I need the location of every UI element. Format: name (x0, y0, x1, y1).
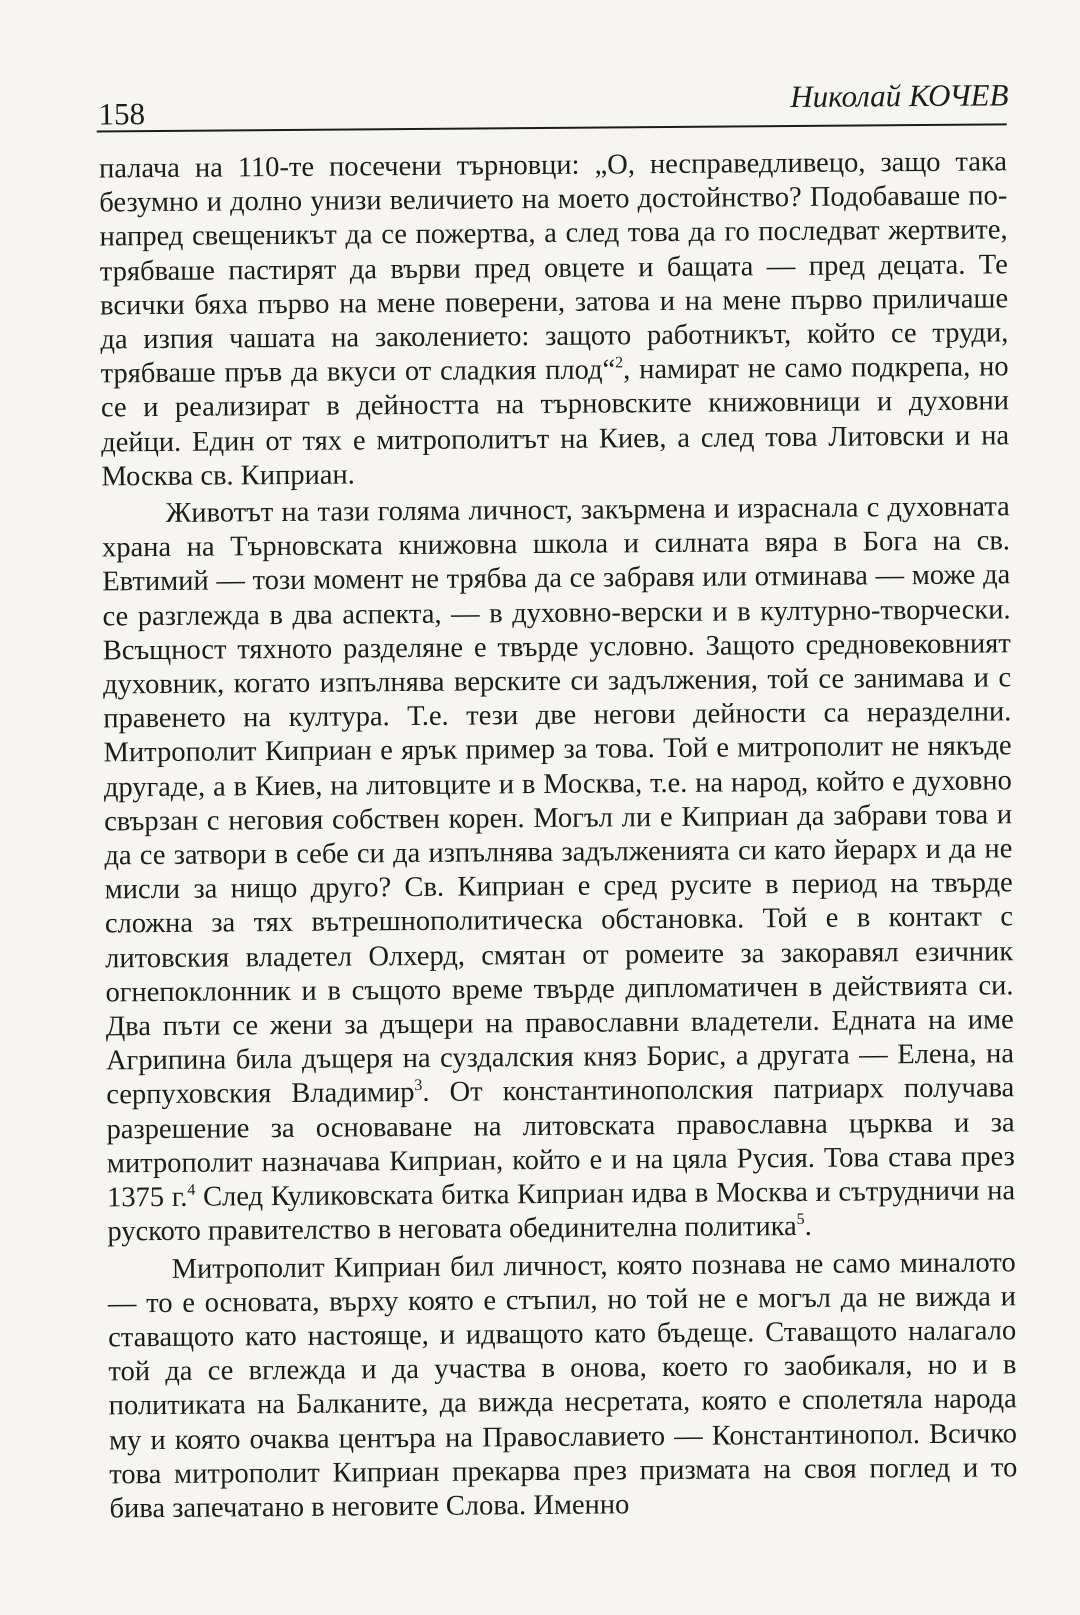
running-head-author: Николай КОЧЕВ (790, 77, 1009, 115)
paragraph (99, 145, 1010, 494)
text-run: . От константинополския патриарх получава разрешение за основаване на литовската православна църква и за митрополит назначава Киприан, който е и на цяла Русия. Това става през 1375 г. (106, 1072, 1015, 1214)
footnote-marker: 3 (414, 1077, 423, 1095)
paragraph (108, 1246, 1018, 1527)
body-text (99, 145, 1018, 1526)
text-run: Животът на тази голяма личност, закърмена и израснала с духовната храна на Търновската книжовна школа и силната вяра в Бога на св. Евтимий — този момент не трябва да се забравя или отминава — може да се разглежда в два аспекта, — в духовно-верски и в културно-творчески. Всъщност тяхното разделяне е твърде условно. Защото средновековният духовник, когато изпълнява верските си задължения, той се занимава и с правенето на култура. Т.е. тези две негови дейности са неразделни. Митрополит Киприан е ярък пример за това. Той е митрополит не някъде другаде, а в Киев, на литовците и в Москва, т.е. на народ, който е духовно свързан с неговия собствен корен. Могъл ли е Киприан да забрави това и да се затвори в себе си да изпълнява задълженията си като йерарх и да не мисли за нищо друго? Св. Киприан е сред русите в период на твърде сложна за тях вътрешнополитическа обстановка. Той е в контакт с литовския владетел Олхерд, смятан от ромеите за закоравял езичник огнепоклонник и в същото време твърде дипломатичен в действията си. Два пъти се жени за дъщери на православни владетели. Едната на име Агрипина била дъщеря на суздалския княз Борис, а другата — Елена, на серпуховския Владимир (101, 491, 1015, 1111)
paragraph (102, 490, 1016, 1250)
running-header (98, 77, 1009, 132)
text-run: палача на 110-те посечени търновци: „О, несправедливецо, защо така безумно и долно унизи величието на моето достойнство? Подобаваше по-напред свещеникът да се пожертва, а след това да го последват жертвите, трябваше пастирят да върви пред овцете и бащата — пред децата. Те всички бяха първо на мене поверени, затова и на мене първо приличаше да изпия чашата на заколението: защото работникът, който се труди, трябваше пръв да вкуси от сладкия плод“ (98, 146, 1009, 390)
text-run: . (804, 1211, 812, 1243)
footnote-marker: 5 (796, 1211, 805, 1229)
footnote-marker: 4 (187, 1181, 196, 1199)
text-run: , намират не само подкрепа, но се и реализират в дейността на търновските книжовници и духовни дейци. Един от тях е митрополитът на Киев, а след това Литовски и на Москва св. Киприан. (100, 351, 1010, 493)
text-run: След Куликовската битка Киприан идва в Москва и сътрудничи на руското правителство в неговата обединителна политика (107, 1175, 1016, 1248)
text-run: Митрополит Киприан бил личност, която познава не само миналото — то е основата, върху която е стъпил, но той не е могъл да не вижда и ставащото като настояще, и идващото като бъдеще. Ставащото налагало той да се вглежда и да участва в онова, което го заобикаля, но и в политиката на Балканите, да вижда несретата, която е сполетяла народа му и която очаква центъра на Православието — Константинопол. Всичко това митрополит Киприан прекарва през призмата на своя поглед и то бива запечатано в неговите Слова. Именно (107, 1246, 1018, 1525)
footnote-marker: 2 (615, 354, 624, 372)
page-number: 158 (98, 96, 146, 132)
